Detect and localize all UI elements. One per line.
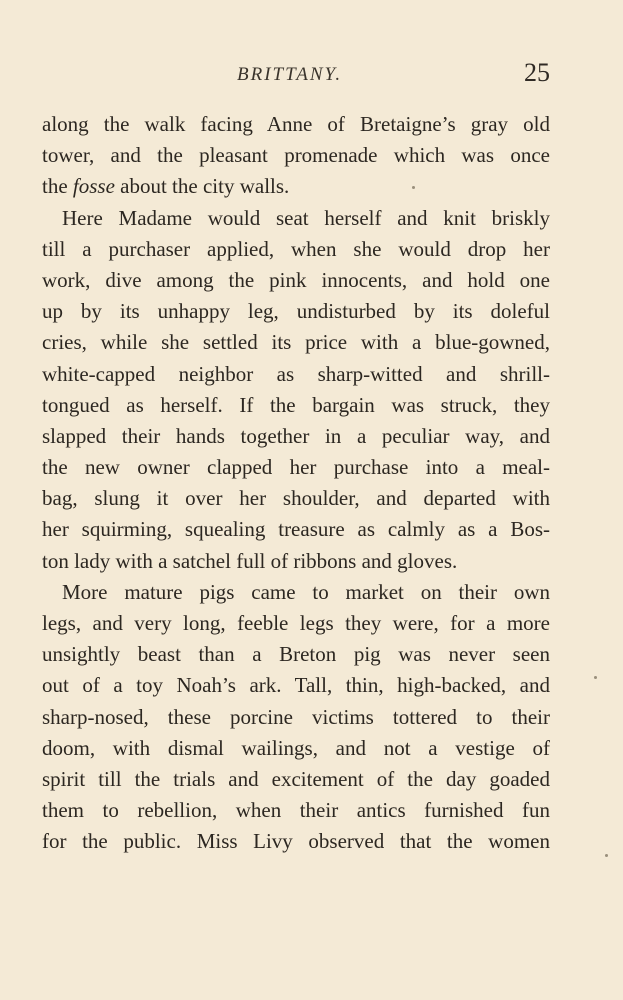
text-line: cries, while she settled its price with a blue-gowned, [42,330,550,355]
running-head: BRITTANY. [237,64,343,85]
text-line: work, dive among the pink innocents, and hold one [42,267,550,292]
text-line: bag, slung it over her shoulder, and departed with [42,486,550,511]
text-line: along the walk facing Anne of Bretaigne’s gray old [42,112,550,136]
paragraph [42,109,550,203]
text-fragment: about the city walls. [114,174,290,199]
text-line: her squirming, squealing treasure as calmly as a Bos- [42,517,550,542]
text-line: slapped their hands together in a peculiar way, and [42,423,550,448]
text-line: them to rebellion, when their antics furnished fun [42,798,550,823]
page-header [42,58,550,90]
body-text [42,109,550,858]
print-speck [605,854,608,857]
text-line: ton lady with a satchel full of ribbons and gloves. [42,548,458,573]
paragraph [42,203,550,577]
text-line: the new owner clapped her purchase into a meal- [42,455,550,480]
text-line: Here Madame would seat herself and knit briskly [62,205,550,230]
text-line: white-capped neighbor as sharp-witted and shrill- [42,361,550,386]
text-line: for the public. Miss Livy observed that the women [42,829,550,854]
print-speck [594,676,597,679]
text-line: spirit till the trials and excitement of the day goaded [42,766,550,791]
text-line: sharp-nosed, these porcine victims tottered to their [42,704,550,729]
text-line [42,171,550,202]
text-line: tower, and the pleasant promenade which was once [42,143,550,168]
text-line: out of a toy Noah’s ark. Tall, thin, high-backed, and [42,673,550,698]
text-line: legs, and very long, feeble legs they were, for a more [42,611,550,635]
text-line: doom, with dismal wailings, and not a vestige of [42,735,550,760]
italic-word: fosse [72,174,115,199]
text-line: tongued as herself. If the bargain was struck, they [42,392,550,417]
paragraph [42,577,550,858]
text-fragment: the [42,174,73,199]
text-line: till a purchaser applied, when she would drop her [42,236,550,261]
text-line: More mature pigs came to market on their own [62,579,550,604]
print-speck [412,186,415,189]
text-line: up by its unhappy leg, undisturbed by its doleful [42,299,550,324]
text-line: unsightly beast than a Breton pig was never seen [42,642,550,667]
page-number: 25 [524,58,550,87]
